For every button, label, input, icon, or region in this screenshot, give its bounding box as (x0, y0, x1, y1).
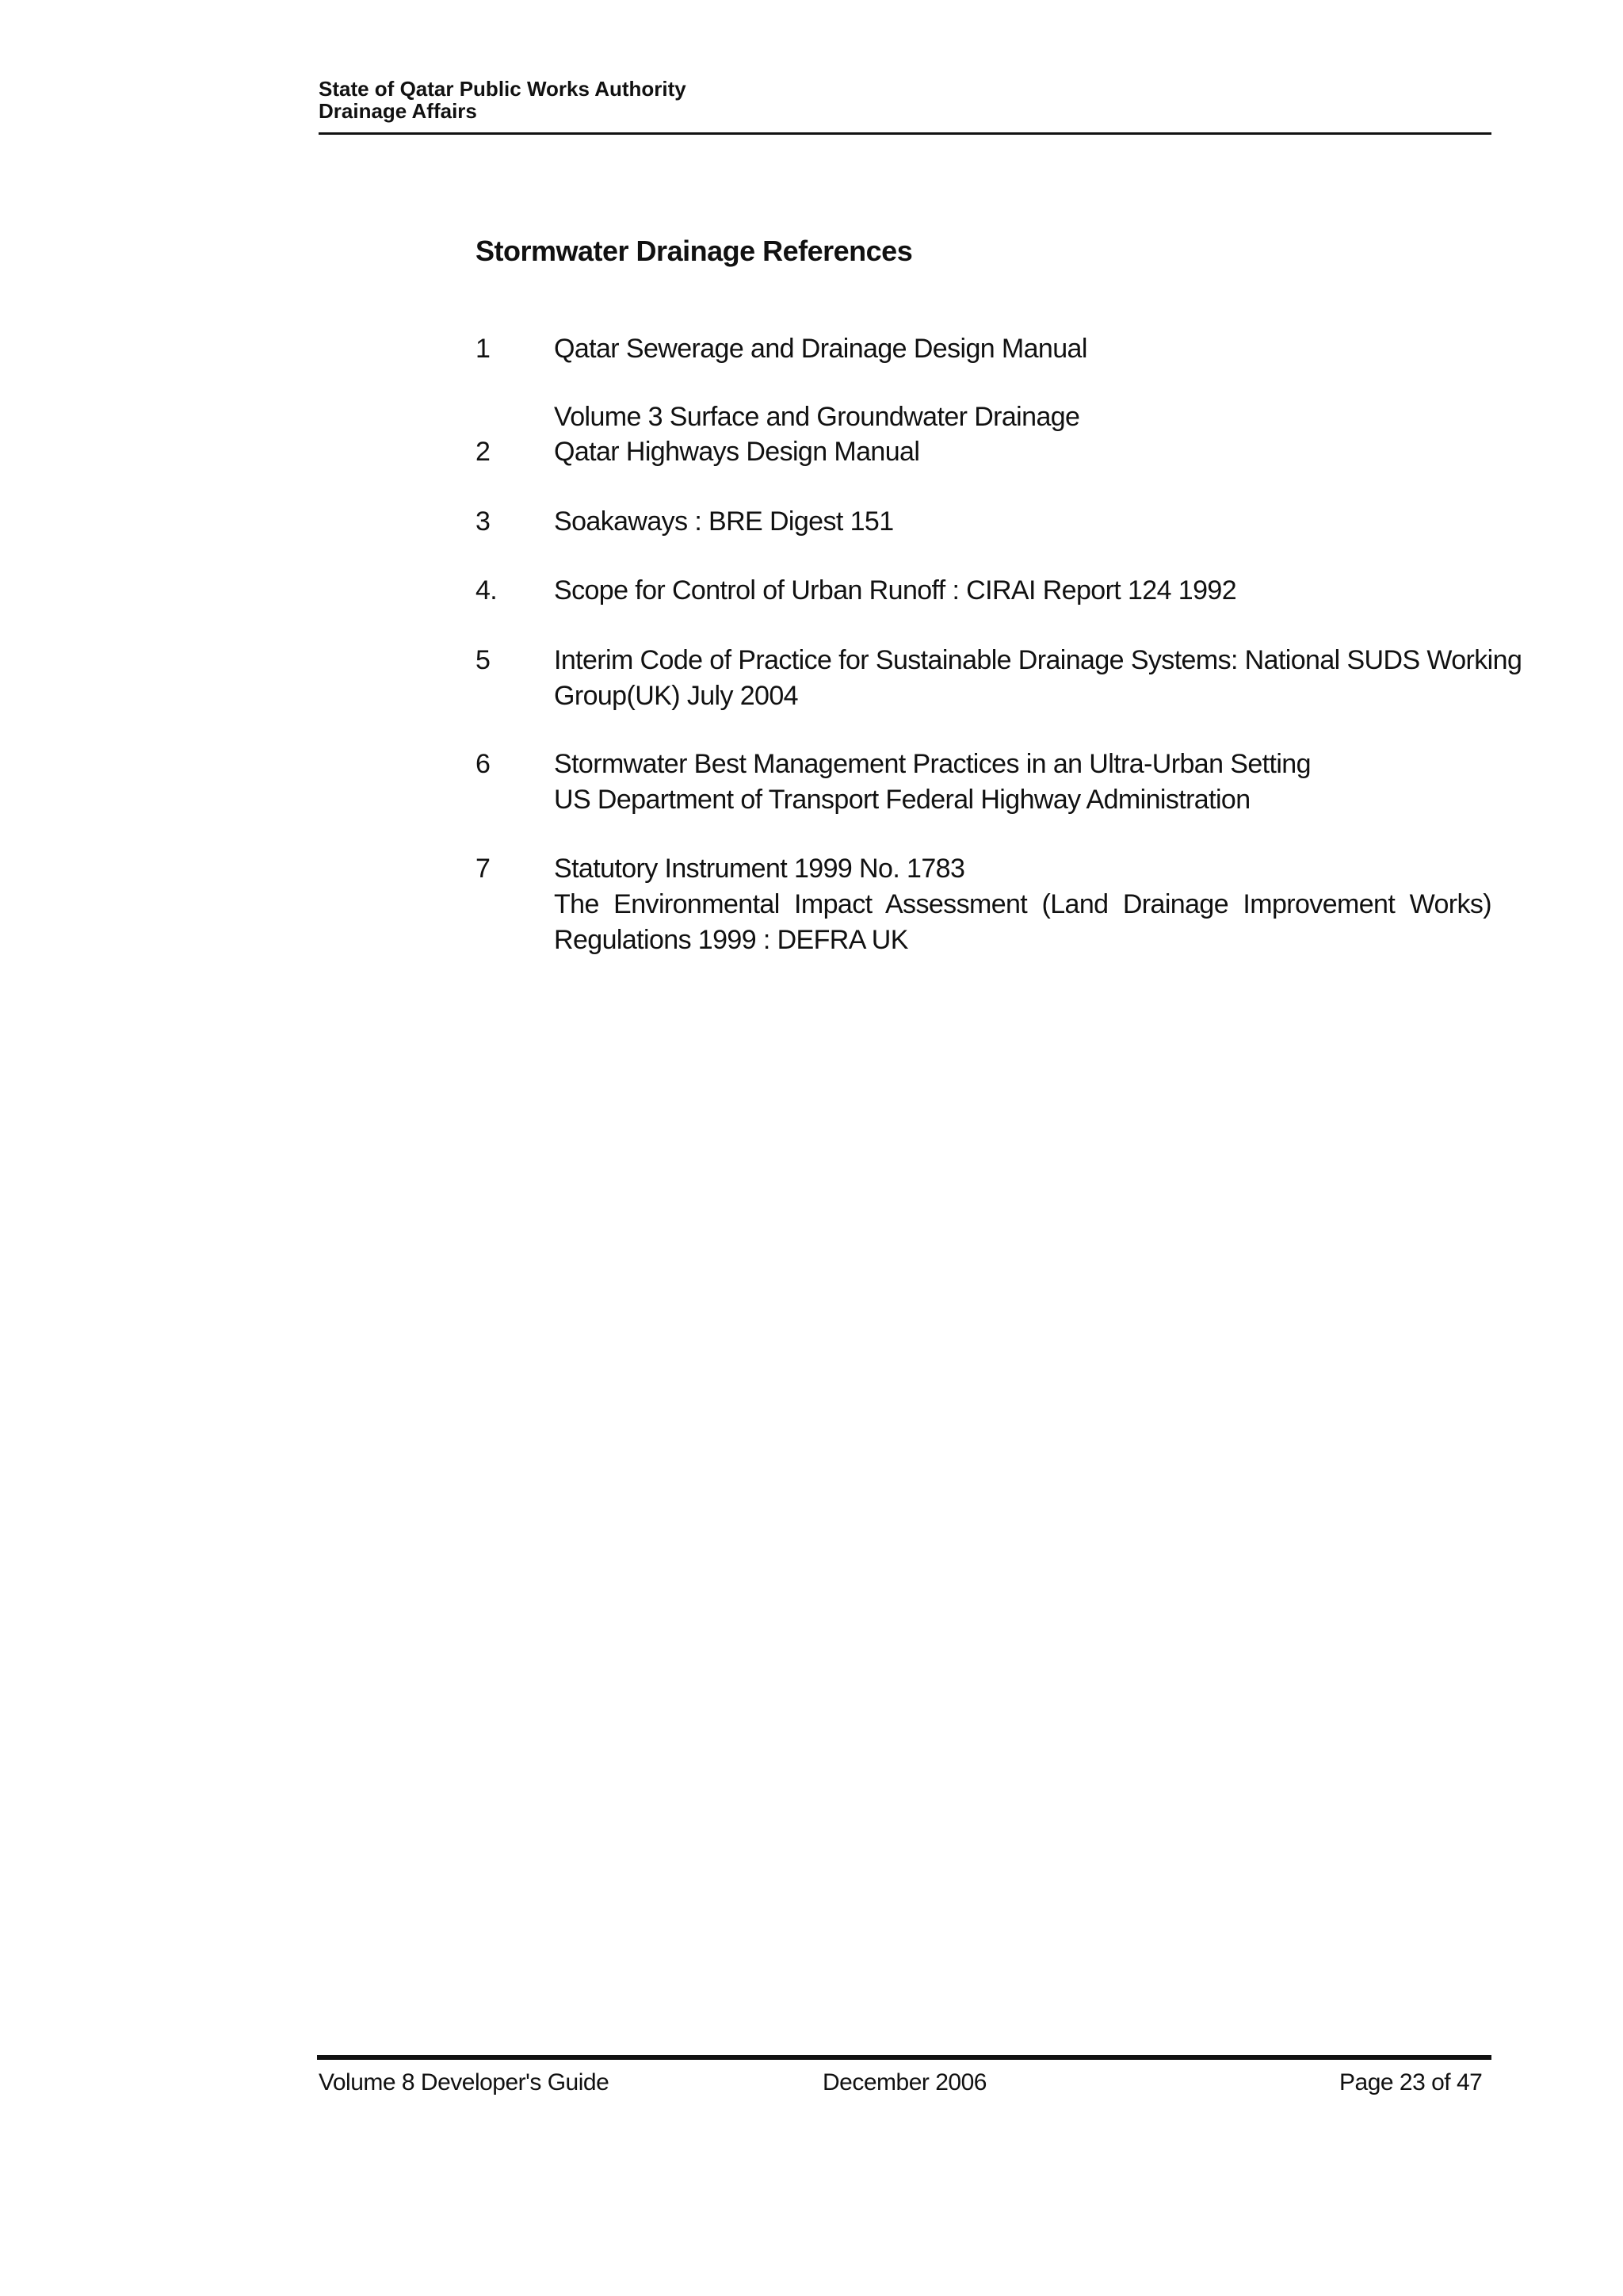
reference-text: Qatar Sewerage and Drainage Design Manual (554, 334, 1087, 364)
reference-item-2 (475, 434, 1491, 470)
header-organization: State of Qatar Public Works Authority (319, 77, 686, 101)
reference-number: 4. (475, 575, 498, 606)
reference-number: 1 (475, 334, 491, 364)
reference-text: Soakaways : BRE Digest 151 (554, 506, 894, 537)
reference-text: Interim Code of Practice for Sustainable Drainage Systems: National SUDS Working (554, 645, 1522, 675)
reference-item-3 (475, 504, 1491, 540)
reference-item-5 (475, 643, 1522, 714)
reference-item-continuation (475, 399, 1491, 435)
header-department: Drainage Affairs (319, 99, 477, 123)
header-divider (319, 132, 1491, 135)
reference-text: Qatar Highways Design Manual (554, 437, 920, 467)
reference-item-4 (475, 573, 1491, 609)
reference-text: The Environmental Impact Assessment (Land Drainage Improvement Works) (554, 889, 1491, 919)
footer-divider (317, 2055, 1491, 2060)
reference-text: US Department of Transport Federal Highway Administration (554, 785, 1251, 815)
reference-number: 3 (475, 506, 491, 537)
reference-text: Volume 3 Surface and Groundwater Drainage (554, 402, 1080, 432)
reference-text: Scope for Control of Urban Runoff : CIRAI Report 124 1992 (554, 575, 1237, 606)
reference-item-1 (475, 331, 1491, 367)
reference-text: Regulations 1999 : DEFRA UK (554, 925, 908, 955)
reference-number: 6 (475, 749, 491, 779)
footer-date: December 2006 (823, 2069, 987, 2095)
footer-page-number: Page 23 of 47 (1339, 2069, 1483, 2095)
reference-item-6 (475, 747, 1491, 818)
reference-text: Group(UK) July 2004 (554, 681, 798, 711)
page-header (319, 78, 1491, 122)
reference-text: Statutory Instrument 1999 No. 1783 (554, 854, 965, 884)
reference-text: Stormwater Best Management Practices in an Ultra-Urban Setting (554, 749, 1311, 779)
reference-number: 7 (475, 854, 491, 884)
reference-number: 2 (475, 437, 491, 467)
footer-document-title: Volume 8 Developer's Guide (319, 2069, 609, 2095)
page-title: Stormwater Drainage References (475, 235, 913, 267)
reference-item-7 (475, 851, 1491, 958)
reference-number: 5 (475, 645, 491, 675)
